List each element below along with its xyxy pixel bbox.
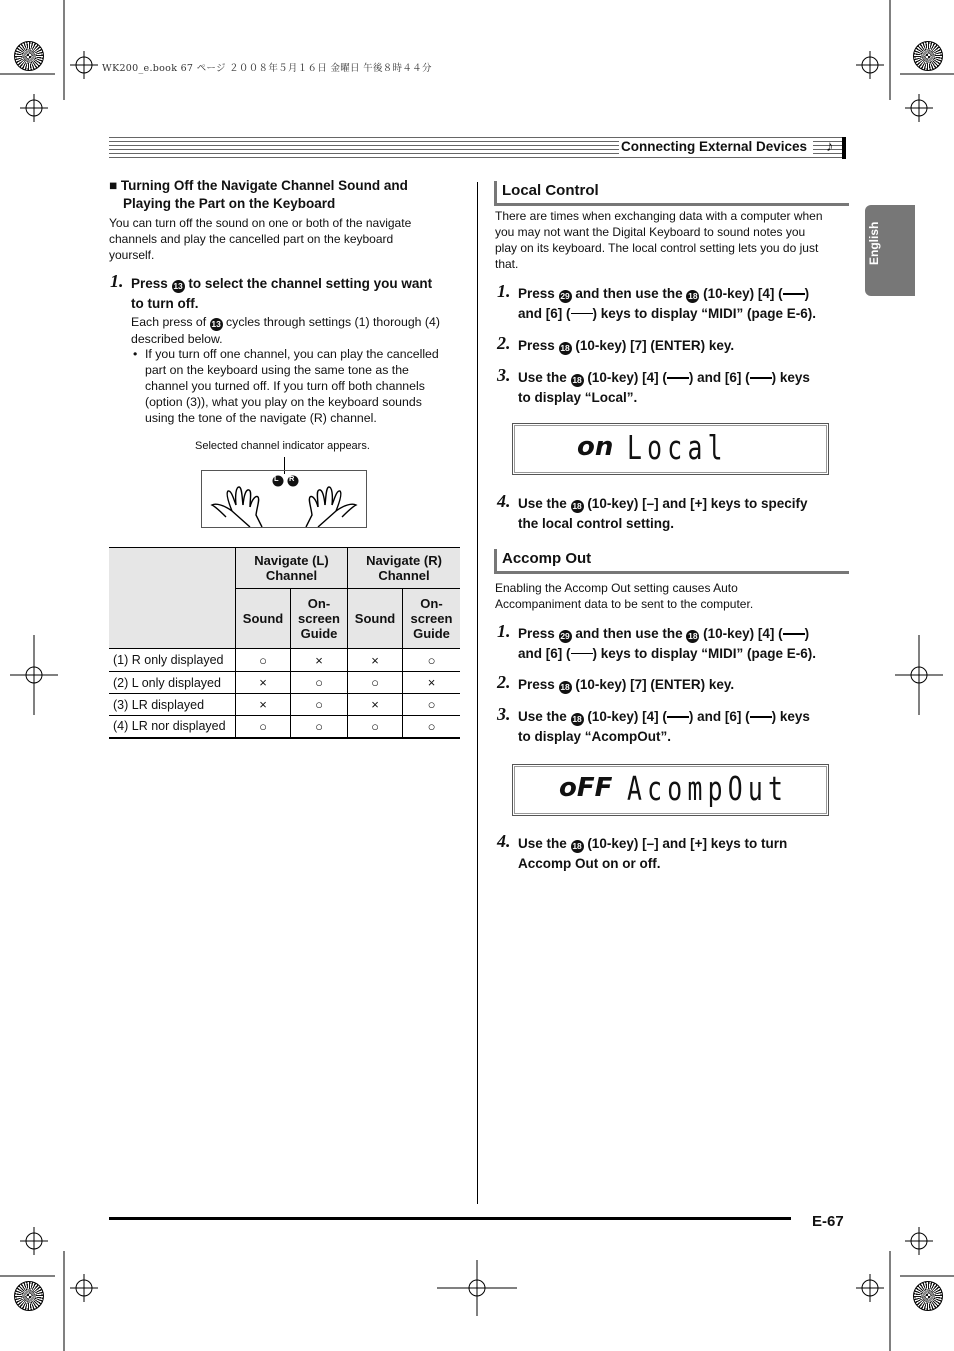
step-text: Press [518,286,555,301]
table-cell: × [236,694,291,716]
accomp-out-heading [494,549,849,574]
button-badge: 18 [688,291,698,301]
music-note-icon: ♪ [826,138,834,155]
step-text: Use the [518,496,567,511]
step-text: Press [518,626,555,641]
step-text: (10-key) [7] (ENTER) key. [575,338,735,353]
table-cell: × [348,649,403,672]
left-arrow-key-icon [667,712,689,720]
step-number: 1. [110,271,124,291]
right-arrow-key-icon [750,712,772,720]
intro-line: channels and play the cancelled part on the keyboard [109,232,394,246]
bullet-line: (option (3)), what you play on the keyboard sounds [145,395,422,409]
table-row [109,649,460,672]
table-cell: × [291,649,348,672]
bullet-line: part on the keyboard using the same tone as the [145,363,409,377]
step-text: ) [804,626,810,641]
step-text: (10-key) [–] and [+] keys to specify [587,496,808,511]
step-text: ) and [6] ( [688,370,750,385]
step-number: 4. [497,491,511,511]
local-step3 [518,368,810,407]
indicator-r: R [289,474,295,483]
button-badge: 29 [560,631,570,641]
column-divider [477,182,478,1204]
intro-line: that. [495,257,519,271]
bullet-line: using the tone of the navigate (R) channel. [145,411,377,425]
table-cell: ○ [236,649,291,672]
table-row [109,716,460,738]
left-arrow-key-icon [667,373,689,381]
bullet-line: channel you turned off. If you turn off both channels [145,379,425,393]
table-cell: ○ [291,694,348,716]
lcd-text: AcompOut [627,769,789,808]
left-heading-line1: ■ Turning Off the Navigate Channel Sound and [109,178,408,193]
lcd-text: Local [627,428,728,467]
step-text: ) keys [771,370,810,385]
table-cell: ○ [291,716,348,738]
accomp-step2 [518,675,734,695]
page-number: E-67 [812,1213,844,1230]
intro-line: There are times when exchanging data with a computer when [495,209,823,223]
step-text: (10-key) [7] (ENTER) key. [575,677,735,692]
row-label: (3) LR displayed [109,694,236,716]
table-cell: ○ [291,672,348,694]
section-title: Connecting External Devices [619,139,813,154]
step-text: to display “AcompOut”. [518,728,672,744]
step-text: (10-key) [4] ( [703,286,783,301]
step-text: and [6] ( [518,645,571,661]
figure-caption: Selected channel indicator appears. [195,440,370,452]
row-label: (2) L only displayed [109,672,236,694]
indicator-l: L [274,474,279,483]
bullet-icon: • [133,347,138,361]
step-text: (10-key) [4] ( [587,709,667,724]
language-tab [865,205,915,296]
header-bar [842,137,846,159]
hands-icon [202,471,366,527]
button-badge: 18 [572,375,582,385]
table-cell: ○ [348,672,403,694]
section-heading-text: Accomp Out [502,550,592,567]
right-arrow-key-icon [571,309,593,317]
step-text: (10-key) [4] ( [703,626,783,641]
button-badge: 18 [560,682,570,692]
step-text: ) keys [771,709,810,724]
hands-illustration [201,470,367,528]
table-row [109,672,460,694]
step-text: Use the [518,370,567,385]
intro-line: Enabling the Accomp Out setting causes Auto [495,581,738,595]
button-badge: 13 [211,319,221,329]
step-text: Press [518,338,555,353]
button-badge: 18 [572,501,582,511]
step-text: Press [131,276,168,291]
button-badge: 13 [173,281,183,291]
bullet-note [131,346,439,426]
body-text: Each press of [131,315,207,329]
table-cell: ○ [403,694,461,716]
step-text: to display “Local”. [518,389,638,405]
col-header-guide: On-screen Guide [403,589,461,649]
step-number: 2. [497,333,511,353]
left-heading-line2: Playing the Part on the Keyboard [123,196,336,211]
row-label: (4) LR nor displayed [109,716,236,738]
intro-line: play on its keyboard. The local control setting lets you do just [495,241,819,255]
intro-line: You can turn off the sound on one or both of the navigate [109,216,412,230]
table-cell: ○ [403,716,461,738]
table-cell: × [236,672,291,694]
left-arrow-key-icon [783,289,805,297]
table-cell: ○ [403,649,461,672]
step-text: Press [518,677,555,692]
step-text: ) keys to display “MIDI” (page E-6). [592,305,817,321]
local-control-heading [494,181,849,206]
left-heading [109,177,408,213]
channel-settings-table [109,547,460,739]
left-arrow-key-icon [783,629,805,637]
step-text: Use the [518,836,567,851]
lcd-state-indicator: on [577,432,614,462]
step-text: Accomp Out on or off. [518,855,661,871]
left-step1-body [131,314,440,347]
step-number: 3. [497,704,511,724]
button-badge: 18 [560,343,570,353]
intro-line: yourself. [109,248,155,262]
local-step1 [518,284,816,323]
step-text: and [6] ( [518,305,571,321]
section-heading-text: Local Control [502,182,599,199]
table-cell: ○ [236,716,291,738]
accomp-intro [495,580,753,612]
accomp-step3 [518,707,810,746]
button-badge: 29 [560,291,570,301]
step-text: Use the [518,709,567,724]
local-step4 [518,494,808,533]
left-step1 [131,274,432,313]
accomp-step4 [518,834,787,873]
lcd-state-indicator: oFF [559,773,613,803]
local-step2 [518,336,734,356]
button-badge: 18 [572,841,582,851]
step-text: (10-key) [–] and [+] keys to turn [587,836,788,851]
col-header-navigate-r: Navigate (R) Channel [348,548,461,589]
step-text: and then use the [575,286,683,301]
step-text: the local control setting. [518,515,675,531]
body-text: cycles through settings (1) thorough (4) [226,315,440,329]
step-number: 2. [497,672,511,692]
table-row [109,694,460,716]
step-number: 3. [497,365,511,385]
footer-rule [109,1217,791,1220]
bullet-line: If you turn off one channel, you can play the cancelled [145,347,439,361]
col-header-sound: Sound [348,589,403,649]
right-arrow-key-icon [571,649,593,657]
body-text: described below. [131,332,223,346]
table-cell: × [403,672,461,694]
col-header-navigate-l: Navigate (L) Channel [236,548,348,589]
step-text: ) keys to display “MIDI” (page E-6). [592,645,817,661]
accomp-step1 [518,624,816,663]
table-cell: ○ [348,716,403,738]
button-badge: 18 [688,631,698,641]
language-tab-label: English [867,221,881,265]
left-intro [109,215,411,263]
button-badge: 18 [572,714,582,724]
step-text: and then use the [575,626,683,641]
right-arrow-key-icon [750,373,772,381]
step-text: (10-key) [4] ( [587,370,667,385]
intro-line: you may not want the Digital Keyboard to sound notes you [495,225,806,239]
step-number: 1. [497,621,511,641]
table-cell: × [348,694,403,716]
lcd-display-acompout [512,764,829,816]
col-header-guide: On-screen Guide [291,589,348,649]
step-number: 4. [497,831,511,851]
step-text: to select the channel setting you want [188,276,433,291]
step-text: ) [804,286,810,301]
intro-line: Accompaniment data to be sent to the computer. [495,597,754,611]
print-info: WK200_e.book 67 ページ ２００８年５月１６日 金曜日 午後８時４４分 [102,63,432,74]
step-text: ) and [6] ( [688,709,750,724]
step-number: 1. [497,281,511,301]
lcd-display-local [512,423,829,475]
local-intro [495,208,823,272]
table-corner [109,548,236,649]
row-label: (1) R only displayed [109,649,236,672]
step-text: to turn off. [131,295,199,311]
col-header-sound: Sound [236,589,291,649]
